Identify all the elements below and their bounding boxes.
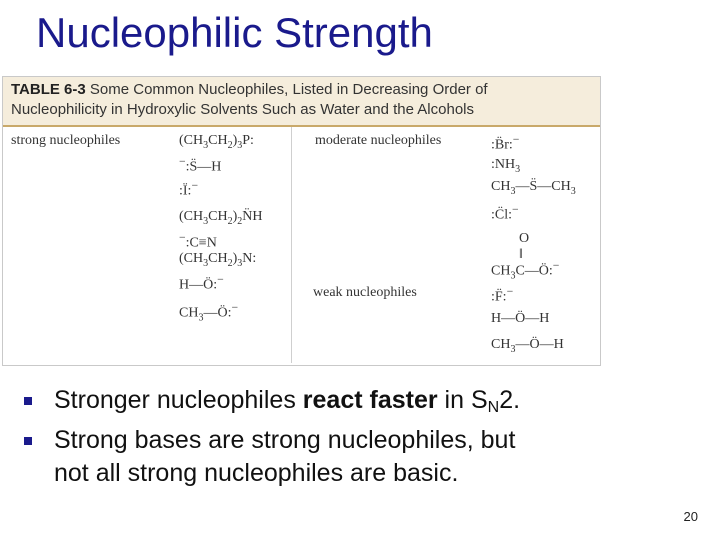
nucleophile-hydroxide: H—Ö:− [179, 273, 224, 293]
nucleophile-hydrosulfide: −:S̈—H [179, 155, 222, 175]
category-weak: weak nucleophiles [313, 285, 417, 300]
table-caption-line1: Some Common Nucleophiles, Listed in Decreasing Order of [89, 81, 488, 98]
column-divider [291, 127, 292, 363]
nucleophile-methoxide: $CH_3—Ö:^-$ [179, 301, 239, 324]
nucleophile-triethylphosphine: $(CH_3CH_2)_3P$: [179, 133, 254, 151]
table-body [3, 127, 600, 363]
nucleophile-ammonia: $:NH_3$ [491, 157, 521, 175]
acetate-carbonyl-oxygen: O ‖ [519, 231, 530, 262]
nucleophile-iodide: :Ï:− [179, 179, 199, 199]
nucleophile-cyanide: −:C≡N [179, 231, 217, 251]
table-caption-line2: Nucleophilicity in Hydroxylic Solvents Such as Water and the Alcohols [11, 101, 474, 118]
nucleophile-fluoride: :F̈:− [491, 285, 514, 305]
slide-title: Nucleophilic Strength [36, 9, 433, 56]
bullet-list [24, 384, 714, 490]
nucleophile-diethylamine: $(CH_3CH_2)_2N̈H$ [179, 209, 263, 227]
bullet-item-2: Strong bases are strong nucleophiles, but not all strong nucleophiles are basic. [24, 424, 714, 490]
nucleophile-table [2, 76, 601, 366]
nucleophile-water: H—Ö—H [491, 311, 550, 326]
emphasis-text: react faster [302, 386, 438, 414]
bullet-item-1: Stronger nucleophiles react faster in SN2. [24, 384, 714, 424]
nucleophile-acetate: $CH_3C—Ö:^-$ [491, 259, 560, 282]
category-moderate: moderate nucleophiles [315, 133, 442, 148]
nucleophile-triethylamine: $(CH_3CH_2)_3N$: [179, 251, 257, 269]
page-number: 20 [683, 509, 698, 524]
nucleophile-methanol: $CH_3—Ö—H$ [491, 337, 564, 355]
bullet-marker [24, 437, 32, 445]
nucleophile-chloride: :C̈l:− [491, 203, 519, 223]
nucleophile-dimethylsulfide: $CH_3—S̈—CH_3$ [491, 179, 576, 197]
table-label: TABLE 6-3 [11, 81, 86, 98]
bullet-marker [24, 397, 32, 405]
nucleophile-bromide: :B̈r:− [491, 133, 520, 153]
table-header [3, 77, 600, 127]
category-strong: strong nucleophiles [11, 133, 121, 148]
